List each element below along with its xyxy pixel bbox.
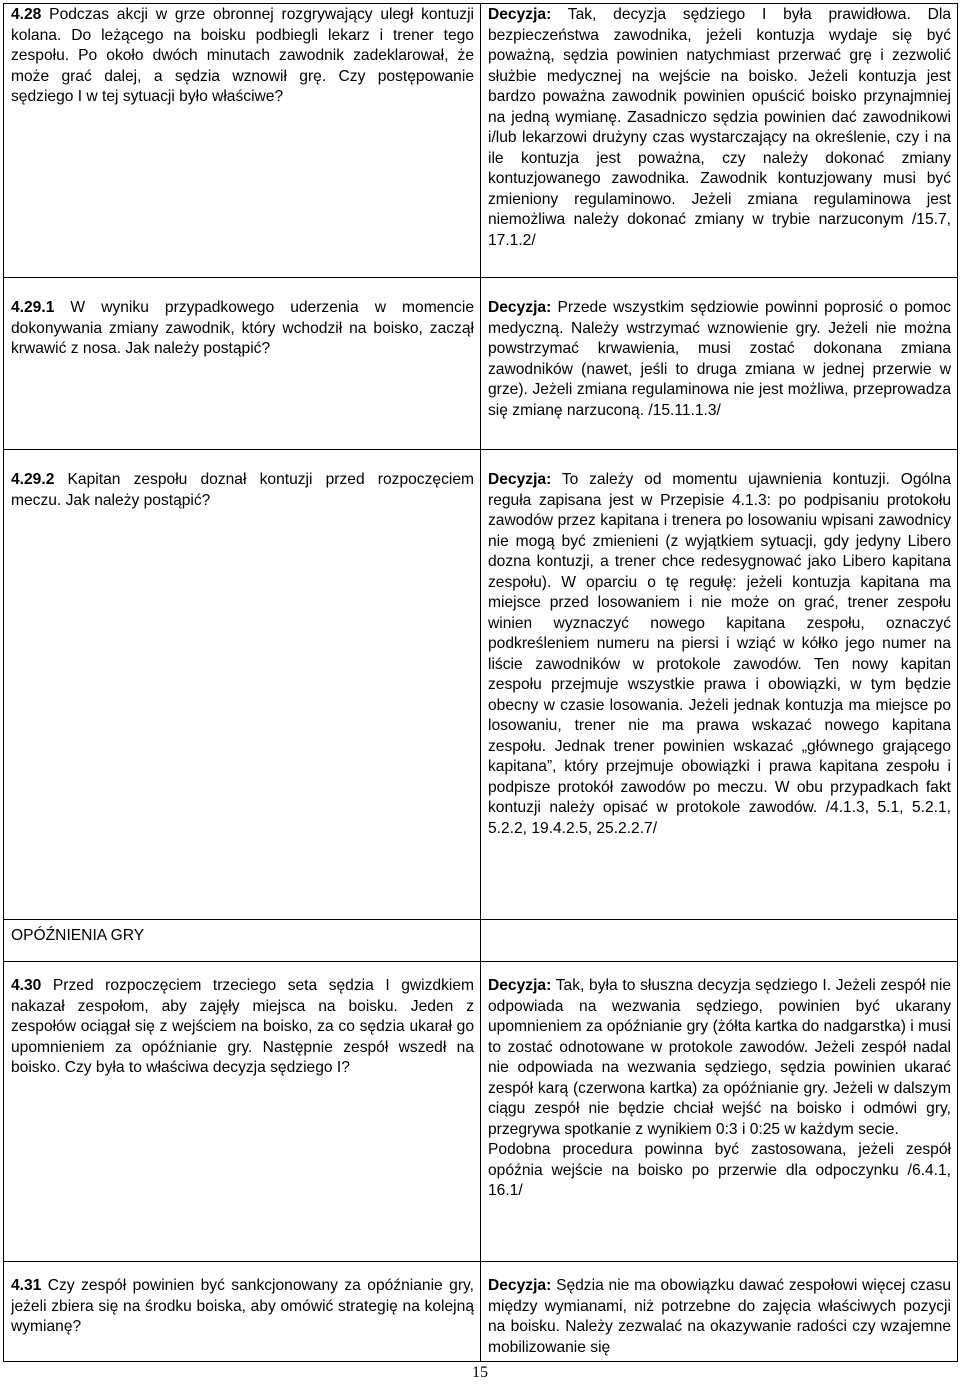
decision-label: Decyzja: <box>488 6 552 23</box>
question-number: 4.31 <box>11 1277 42 1294</box>
question-cell <box>4 4 481 278</box>
question-number: 4.30 <box>11 977 42 994</box>
question-cell <box>4 1262 481 1362</box>
decision-label: Decyzja: <box>488 471 552 488</box>
decision-label: Decyzja: <box>488 977 552 994</box>
answer-text: Tak, była to słuszna decyzja sędziego I. Jeżeli zespół nie odpowiada na wezwania sędziego, powinien być ukarany upomnieniem za opóźnianie gry (żółta kartka do nadgarstka) i musi to zostać odnotowane w protokole zawodów. Jeżeli zespół nadal nie odpowiada na wezwania sędziego, sędzia powinien ukarać zespół karą (czerwona kartka) za opóźnianie gry. Jeżeli w dalszym ciągu zespół nie będzie chciał wejść na boisko i odmówi gry, przegrywa spotkanie z wynikiem 0:3 i 0:25 w każdym secie. <box>488 977 951 1138</box>
decision-label: Decyzja: <box>488 1277 552 1294</box>
question-number: 4.29. <box>11 299 46 316</box>
answer-extra-text: Podobna procedura powinna być zastosowana, jeżeli zespół opóźnia wejście na boisko po przerwie dla odpoczynku /6.4.1, 16.1/ <box>488 1141 951 1199</box>
question-text: Przed rozpoczęciem trzeciego seta sędzia I gwizdkiem nakazał zespołom, aby zajęły miejsca na boisku. Jeden z zespołów ociągał się z wejściem na boisko, za co sędzia ukarał go upomnieniem za opóźnianie gry. Następnie zespół wszedł na boisko. Czy była to właściwa decyzja sędziego I? <box>11 977 474 1076</box>
question-cell <box>4 450 481 920</box>
section-row <box>4 920 958 962</box>
section-empty-cell <box>481 920 958 962</box>
table-row <box>4 450 958 920</box>
decision-label: Decyzja: <box>488 299 552 316</box>
table-row <box>4 278 958 450</box>
question-cell <box>4 962 481 1262</box>
table-row <box>4 962 958 1262</box>
question-number-sub: 1 <box>45 299 55 316</box>
qa-table <box>3 3 958 1362</box>
answer-cell <box>481 450 958 920</box>
answer-text: Przede wszystkim sędziowie powinni poprosić o pomoc medyczną. Należy wstrzymać wznowienie gry. Jeżeli nie można powstrzymać krwawienia, musi zostać dokonana zmiana zawodników (nawet, jeśli to druga zmiana w jednej przerwie w grze). Jeżeli zmiana regulaminowa nie jest możliwa, przeprowadza się zmianę narzuconą. /15.11.1.3/ <box>488 299 951 419</box>
page-number: 15 <box>472 1364 488 1381</box>
question-cell <box>4 278 481 450</box>
answer-text: Sędzia nie ma obowiązku dawać zespołowi więcej czasu między wymianami, niż potrzebne do zajęcia właściwych pozycji na boisku. Należy zezwalać na okazywanie radości czy wzajemne mobilizowanie się <box>488 1277 951 1356</box>
answer-text: To zależy od momentu ujawnienia kontuzji. Ogólna reguła zapisana jest w Przepisie 4.1.3: po podpisaniu protokołu zawodów przez kapitana i trenera po losowaniu wpisani zawodnicy nie mogą być zmienieni (z wyjątkiem sytuacji, gdy jedyny Libero dozna kontuzji, a trener chce redesygnować jako Libero kapitana zespołu). W oparciu o tę regułę: jeżeli kontuzja kapitana ma miejsce przed losowaniem i nie może on grać, trener zespołu winien wyznaczyć nowego kapitana zespołu, oznaczyć podkreśleniem numeru na piersi i wziąć w kółko jego numer na liście zawodników w protokole zawodów. Ten nowy kapitan zespołu przejmuje wszystkie prawa i obowiązki, w tym będzie obecny w czasie losowania. Jeżeli jednak kontuzja ma miejsce po losowaniu, trener nie ma prawa wskazać nowego kapitana zespołu. Jednak trener powinien wskazać „głównego grającego kapitana”, który przejmuje obowiązki i prawa kapitana zespołu i podpisze protokół zawodów po meczu. W obu przypadkach fakt kontuzji należy opisać w protokole zawodów. /4.1.3, 5.1, 5.2.1, 5.2.2, 19.4.2.5, 25.2.2.7/ <box>488 471 951 837</box>
question-text: Czy zespół powinien być sankcjonowany za opóźnianie gry, jeżeli zbiera się na środku boiska, aby omówić strategię na kolejną wymianę? <box>11 1277 474 1335</box>
question-text: W wyniku przypadkowego uderzenia w momencie dokonywania zmiany zawodnik, który wchodził na boisko, zaczął krwawić z nosa. Jak należy postąpić? <box>11 299 474 357</box>
question-text: Kapitan zespołu doznał kontuzji przed rozpoczęciem meczu. Jak należy postąpić? <box>11 471 474 509</box>
question-number-sub: 2 <box>45 471 55 488</box>
question-number: 4.28 <box>11 6 42 23</box>
question-number: 4.29. <box>11 471 46 488</box>
section-heading-cell <box>4 920 481 962</box>
answer-cell <box>481 962 958 1262</box>
section-title: OPÓŹNIENIA GRY <box>11 927 145 944</box>
answer-cell <box>481 278 958 450</box>
question-text: Podczas akcji w grze obronnej rozgrywający uległ kontuzji kolana. Do leżącego na boisku podbiegli lekarz i trener tego zespołu. Po około dwóch minutach zawodnik zadeklarował, że może grać dalej, a sędzia wznowił grę. Czy postępowanie sędziego I w tej sytuacji było właściwe? <box>11 6 474 105</box>
table-row <box>4 4 958 278</box>
answer-cell <box>481 1262 958 1362</box>
answer-text: Tak, decyzja sędziego I była prawidłowa. Dla bezpieczeństwa zawodnika, jeżeli kontuzja wydaje się być poważną, sędzia powinien natychmiast przerwać grę i zezwolić służbie medycznej na wejście na boisko. Jeżeli kontuzja jest bardzo poważna zawodnik powinien opuścić boisko przynajmniej na jedną wymianę. Zasadniczo sędzia powinien dać zawodnikowi i/lub lekarzowi drużyny czas wystarczający na określenie, czy i na ile kontuzja jest poważna, czy należy dokonać zmiany kontuzjowanego zawodnika. Zawodnik kontuzjowany musi być zmieniony regulaminowo. Jeżeli zmiana regulaminowa jest niemożliwa należy dokonać zmiany w trybie narzuconym /15.7, 17.1.2/ <box>488 6 951 249</box>
table-row <box>4 1262 958 1362</box>
answer-cell <box>481 4 958 278</box>
